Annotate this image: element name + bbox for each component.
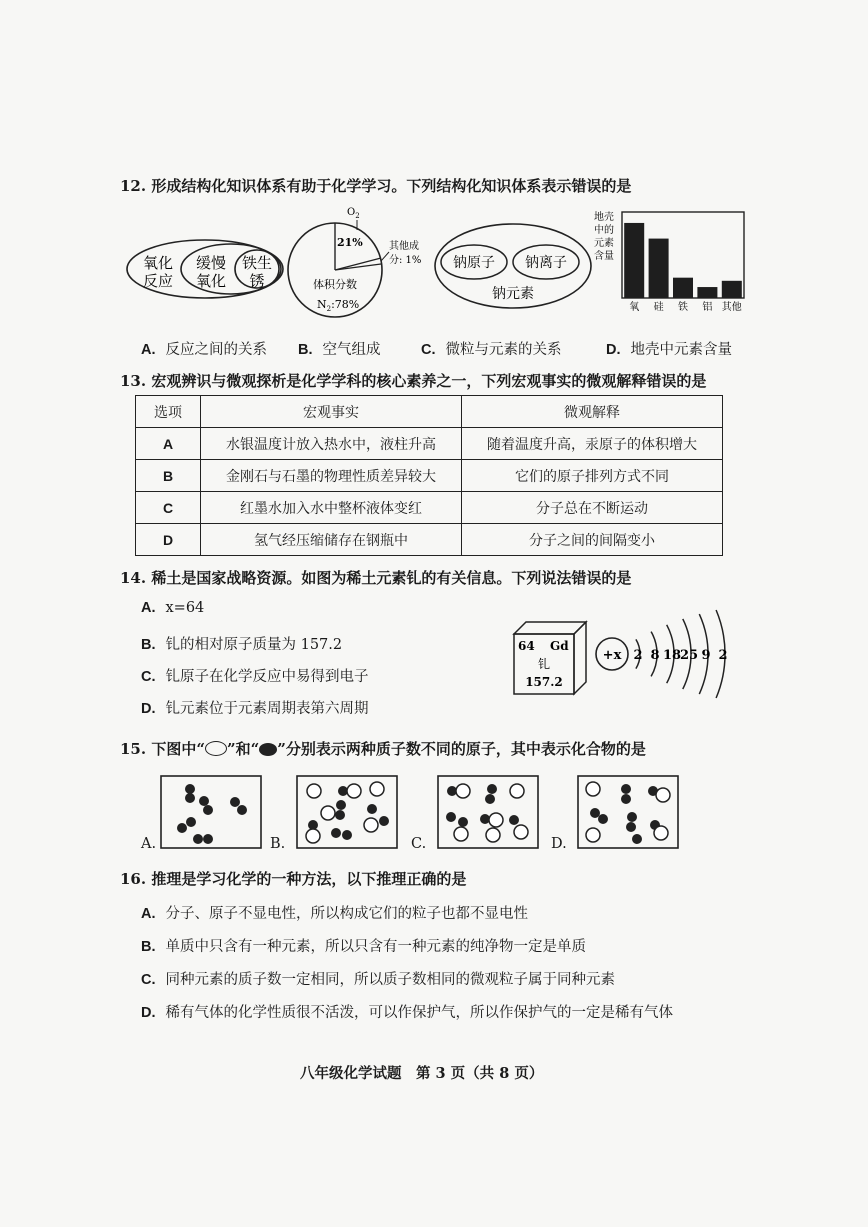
nucleus-charge: +x — [602, 648, 622, 663]
table-header-explanation: 微观解释 — [462, 396, 723, 428]
bar-ylabel-1: 地壳 — [594, 212, 614, 223]
row-fact: 水银温度计放入热水中，液柱升高 — [201, 428, 462, 460]
bar-tick-label: 铝 — [702, 302, 713, 313]
q12-option-a[interactable]: A. 反应之间的关系 — [141, 342, 267, 358]
table-header-option: 选项 — [136, 396, 201, 428]
row-explanation: 它们的原子排列方式不同 — [462, 460, 723, 492]
q14-element-cube — [510, 620, 590, 696]
q13-title: 13. 宏观辨识与微观探析是化学学科的核心素养之一，下列宏观事实的微观解释错误的是 — [120, 372, 707, 390]
q14-option-c[interactable]: C. 钆原子在化学反应中易得到电子 — [141, 669, 369, 685]
q15-label-c[interactable]: C. — [411, 836, 427, 852]
q14-option-a[interactable]: A. x=64 — [141, 600, 205, 616]
bar-4 — [722, 281, 742, 298]
electron-count: 9 — [701, 648, 711, 663]
diagram-a-outer-1: 氧化 — [142, 254, 174, 272]
q16-option-b[interactable]: B. 单质中只含有一种元素，所以只含有一种元素的纯净物一定是单质 — [141, 939, 586, 955]
pie-other-label: 其他成 — [389, 241, 419, 252]
bar-ylabel-3: 元素 — [594, 238, 614, 249]
table-row[interactable] — [136, 460, 723, 492]
electron-count: 18 — [662, 648, 682, 663]
diagram-a-middle-1: 缓慢 — [195, 254, 227, 272]
row-explanation: 随着温度升高，汞原子的体积增大 — [462, 428, 723, 460]
bar-tick-label: 硅 — [653, 302, 664, 313]
row-letter: B — [136, 460, 201, 492]
q15-label-a[interactable]: A. — [141, 836, 157, 852]
q15-box-b[interactable] — [296, 775, 398, 849]
element-name: 钆 — [537, 657, 551, 671]
page-footer: 八年级化学试题 第 3 页（共 8 页） — [300, 1065, 544, 1082]
q16-title: 16. 推理是学习化学的一种方法，以下推理正确的是 — [120, 870, 467, 888]
q14-title: 14. 稀土是国家战略资源。如图为稀土元素钆的有关信息。下列说法错误的是 — [120, 569, 632, 587]
pie-n2-label: $N_2:78\%$ — [317, 298, 360, 313]
row-fact: 金刚石与石墨的物理性质差异较大 — [201, 460, 462, 492]
q12-option-c[interactable]: C. 微粒与元素的关系 — [421, 342, 562, 358]
q12-diagram-particle-element — [433, 222, 593, 310]
table-row[interactable] — [136, 524, 723, 556]
white-atom-icon — [205, 741, 227, 756]
pie-o2-label: $O_2$ — [347, 207, 360, 220]
row-letter: D — [136, 524, 201, 556]
q12-option-d[interactable]: D. 地壳中元素含量 — [606, 342, 732, 358]
row-explanation: 分子之间的间隔变小 — [462, 524, 723, 556]
diagram-a-outer-2: 反应 — [142, 272, 174, 290]
q12-option-b[interactable]: B. 空气组成 — [298, 342, 381, 358]
bar-0 — [624, 223, 644, 298]
bar-ylabel-4: 含量 — [594, 251, 614, 262]
row-explanation: 分子总在不断运动 — [462, 492, 723, 524]
row-letter: C — [136, 492, 201, 524]
diagram-c-right: 钠离子 — [525, 255, 567, 271]
row-fact: 红墨水加入水中整杯液体变红 — [201, 492, 462, 524]
q12-title: 12. 形成结构化知识体系有助于化学学习。下列结构化知识体系表示错误的是 — [120, 177, 632, 195]
table-row[interactable] — [136, 428, 723, 460]
table-row[interactable] — [136, 492, 723, 524]
electron-count: 2 — [718, 648, 728, 663]
pie-center-label: 体积分数 — [313, 278, 357, 291]
q15-label-d[interactable]: D. — [551, 836, 567, 852]
diagram-a-middle-2: 氧化 — [195, 272, 227, 290]
bar-ylabel-2: 中的 — [594, 225, 614, 236]
element-symbol: Gd — [550, 639, 569, 653]
q14-atom-structure — [594, 592, 734, 716]
q15-box-c[interactable] — [437, 775, 539, 849]
q15-title: 15. 下图中“ ”和“ ”分别表示两种质子数不同的原子，其中表示化合物的是 — [120, 740, 646, 758]
q13-table — [135, 395, 723, 556]
q14-option-d[interactable]: D. 钆元素位于元素周期表第六周期 — [141, 701, 369, 717]
q12-diagram-crust-bar-chart — [592, 208, 752, 313]
q15-box-a[interactable] — [160, 775, 262, 849]
electron-count: 2 — [633, 648, 643, 663]
bar-2 — [673, 278, 693, 298]
q16-option-d[interactable]: D. 稀有气体的化学性质很不活泼，可以作保护气，所以作保护气的一定是稀有气体 — [141, 1005, 673, 1021]
bar-tick-label: 其他 — [721, 302, 742, 313]
row-letter: A — [136, 428, 201, 460]
q16-option-c[interactable]: C. 同种元素的质子数一定相同，所以质子数相同的微观粒子属于同种元素 — [141, 972, 615, 988]
black-atom-icon — [259, 743, 277, 756]
electron-count: 25 — [679, 648, 699, 663]
q15-box-d[interactable] — [577, 775, 679, 849]
bar-1 — [649, 239, 669, 298]
pie-other-value: 分: 1% — [389, 255, 422, 266]
q12-diagram-air-pie — [285, 200, 435, 320]
electron-count: 8 — [650, 648, 660, 663]
element-mass: 157.2 — [525, 675, 563, 689]
q16-option-a[interactable]: A. 分子、原子不显电性，所以构成它们的粒子也都不显电性 — [141, 906, 528, 922]
table-header-row — [136, 396, 723, 428]
bar-3 — [697, 287, 717, 298]
row-fact: 氢气经压缩储存在钢瓶中 — [201, 524, 462, 556]
diagram-c-bottom: 钠元素 — [492, 286, 534, 302]
q12-diagram-reaction-relation — [125, 238, 285, 300]
q14-option-b[interactable]: B. 钆的相对原子质量为 157.2 — [141, 637, 343, 653]
q15-label-b[interactable]: B. — [270, 836, 286, 852]
bar-tick-label: 氧 — [629, 302, 640, 313]
bar-tick-label: 铁 — [678, 302, 688, 313]
diagram-a-inner-2: 锈 — [249, 272, 265, 290]
diagram-c-left: 钠原子 — [453, 255, 495, 271]
diagram-a-inner-1: 铁生 — [241, 254, 273, 272]
element-number: 64 — [518, 639, 535, 653]
table-header-fact: 宏观事实 — [201, 396, 462, 428]
pie-o2-percent: 21% — [337, 236, 363, 249]
